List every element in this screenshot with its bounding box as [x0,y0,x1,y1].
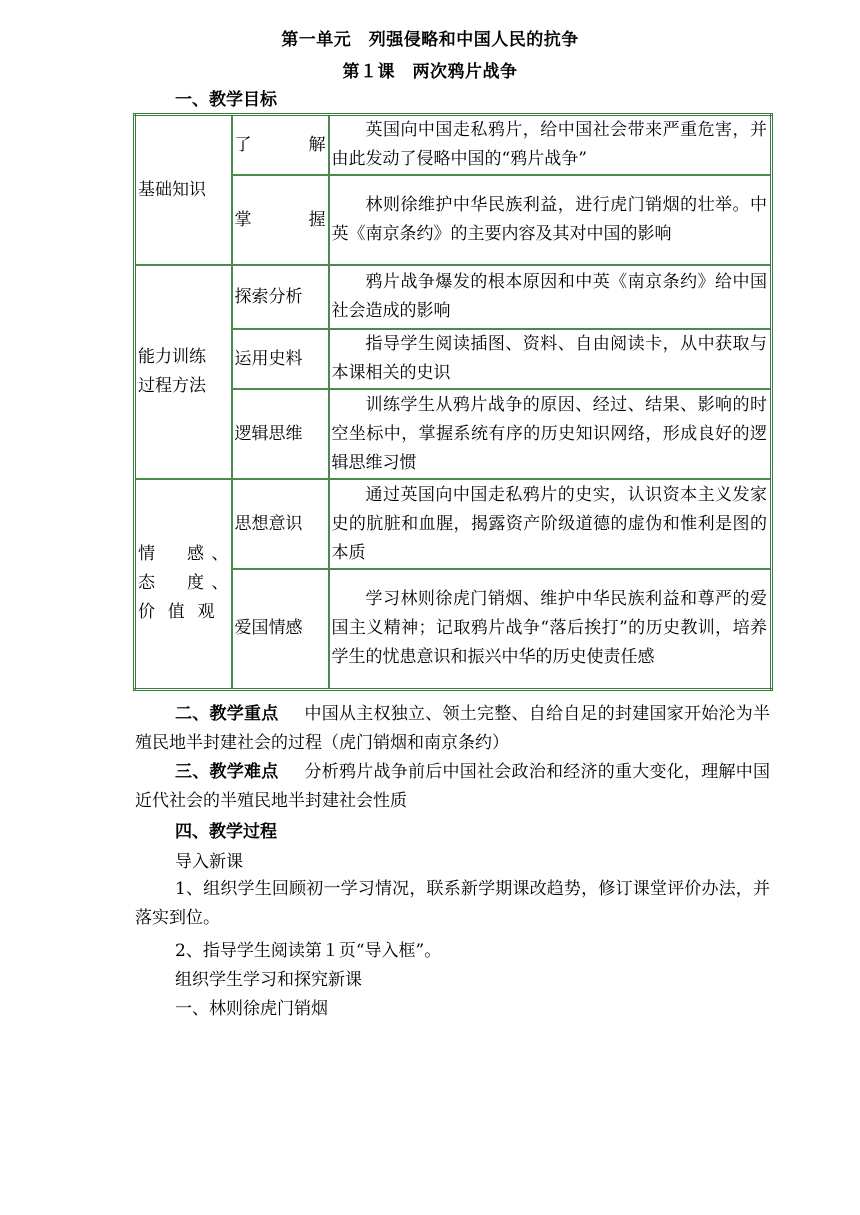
subsection-heading: 一、林则徐虎门销烟 [175,999,328,1019]
key-points-label: 二、教学重点 [175,704,279,724]
goal-description: 学习林则徐虎门销烟、维护中华民族利益和尊严的爱国主义精神；记取鸦片战争“落后挨打”的历史教训，培养学生的忧患意识和振兴中华的历史使责任感 [329,569,772,689]
step-2: 2、指导学生阅读第１页“导入框”。 [175,941,442,961]
sub-category-logical-thinking: 逻辑思维 [232,389,329,479]
unit-title: 第一单元 列强侵略和中国人民的抗争 [281,30,579,50]
sub-category-master: 掌 握 [232,175,329,265]
goal-description: 训练学生从鸦片战争的原因、经过、结果、影响的时空坐标中，掌握系统有序的历史知识网络，形成良好的逻辑思维习惯 [329,389,772,479]
section-teaching-goals-heading: 一、教学目标 [175,90,277,110]
category-line: 态 度、 [138,573,229,594]
goal-description: 指导学生阅读插图、资料、自由阅读卡，从中获取与本课相关的史识 [329,329,772,389]
goal-description: 鸦片战争爆发的根本原因和中英《南京条约》给中国社会造成的影响 [329,265,772,329]
goal-description: 林则徐维护中华民族利益，进行虎门销烟的壮举。中英《南京条约》的主要内容及其对中国的影响 [329,175,772,265]
category-line: 情 感、 [138,544,229,565]
key-points-text: 中国从主权独立、领土完整、自给自足的封建国家开始沦为半殖民地半封建社会的过程（虎门销烟和南京条约） [135,704,770,753]
category-line: 能力训练 [138,347,206,367]
category-emotion-attitude-values [135,479,232,689]
sub-category-explore-analyze: 探索分析 [232,265,329,329]
table-row [135,115,772,176]
table-row [135,479,772,569]
difficulties-label: 三、教学难点 [175,762,279,782]
table-row [135,265,772,329]
intro-label: 导入新课 [175,852,243,872]
goal-description: 英国向中国走私鸦片，给中国社会带来严重危害，并由此发动了侵略中国的“鸦片战争” [329,115,772,176]
sub-category-ideological-awareness: 思想意识 [232,479,329,569]
teaching-goals-table [133,113,773,691]
category-basic-knowledge: 基础知识 [135,115,232,266]
category-line: 过程方法 [138,376,206,396]
category-line: 价值观 [138,602,215,623]
sub-category-patriotism: 爱国情感 [232,569,329,689]
step-1: 1、组织学生回顾初一学习情况，联系新学期课改趋势，修订课堂评价办法，并落实到位。 [135,879,770,928]
lesson-title: 第１课 两次鸦片战争 [342,62,518,82]
category-ability-process [135,265,232,479]
key-points-paragraph [135,700,770,758]
section-teaching-process-heading: 四、教学过程 [175,822,277,842]
difficulties-paragraph [135,758,770,816]
sub-category-use-sources: 运用史料 [232,329,329,389]
sub-category-understand: 了 解 [232,115,329,176]
difficulties-text: 分析鸦片战争前后中国社会政治和经济的重大变化，理解中国近代社会的半殖民地半封建社会性质 [135,762,770,811]
goal-description: 通过英国向中国走私鸦片的史实，认识资本主义发家史的肮脏和血腥，揭露资产阶级道德的虚伪和惟利是图的本质 [329,479,772,569]
new-lesson-label: 组织学生学习和探究新课 [175,970,362,990]
